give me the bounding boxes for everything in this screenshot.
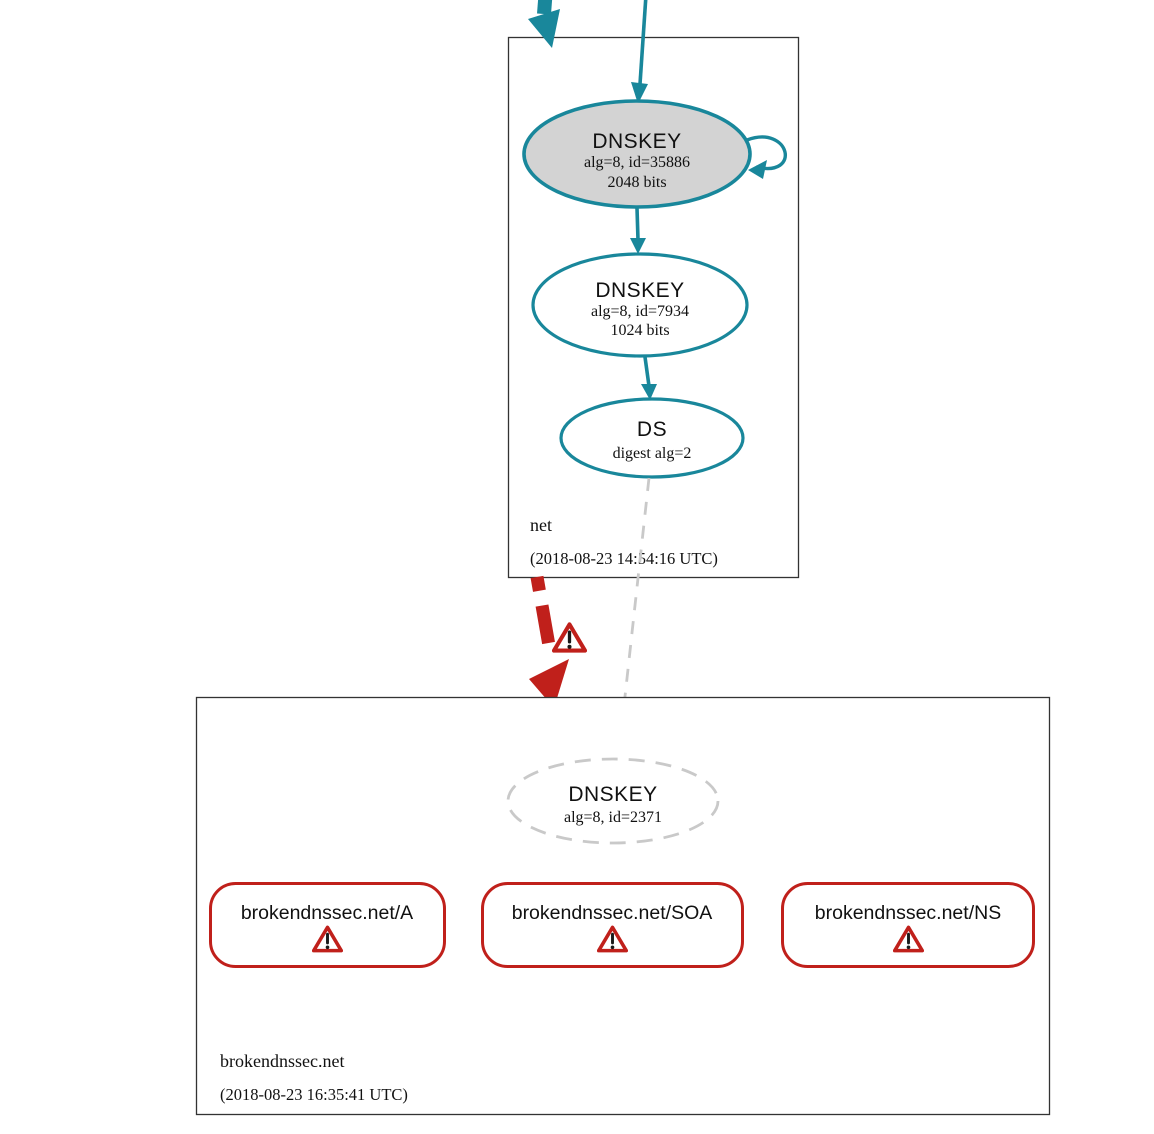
- node-detail: 1024 bits: [610, 322, 670, 339]
- node-label: DNSKEY: [595, 279, 685, 302]
- node-detail: digest alg=2: [612, 445, 692, 462]
- zone-name-brokendnssec: brokendnssec.net: [220, 1051, 345, 1071]
- zone-timestamp-brokendnssec: (2018-08-23 16:35:41 UTC): [220, 1085, 408, 1104]
- rrset-soa[interactable]: [483, 884, 743, 967]
- node-label: DS: [636, 418, 668, 441]
- node-detail: alg=8, id=7934: [590, 303, 690, 320]
- rrset-ns[interactable]: [783, 884, 1034, 967]
- node-dnskey-unsigned[interactable]: [508, 759, 718, 843]
- rrset-label: brokendnssec.net/A: [240, 902, 414, 924]
- node-dnskey-zsk[interactable]: [533, 254, 747, 356]
- node-detail: alg=8, id=2371: [563, 809, 663, 826]
- node-label: DNSKEY: [568, 783, 658, 806]
- rrset-label: brokendnssec.net/NS: [814, 902, 1002, 924]
- zone-timestamp-net: (2018-08-23 14:54:16 UTC): [530, 549, 718, 568]
- warning-icon: [554, 624, 585, 650]
- node-label: DNSKEY: [592, 130, 682, 153]
- rrset-a[interactable]: [211, 884, 445, 967]
- node-ds[interactable]: [561, 399, 743, 477]
- node-detail: 2048 bits: [607, 174, 667, 191]
- rrset-label: brokendnssec.net/SOA: [511, 902, 713, 924]
- zone-name-net: net: [530, 515, 552, 535]
- node-detail: alg=8, id=35886: [583, 154, 691, 171]
